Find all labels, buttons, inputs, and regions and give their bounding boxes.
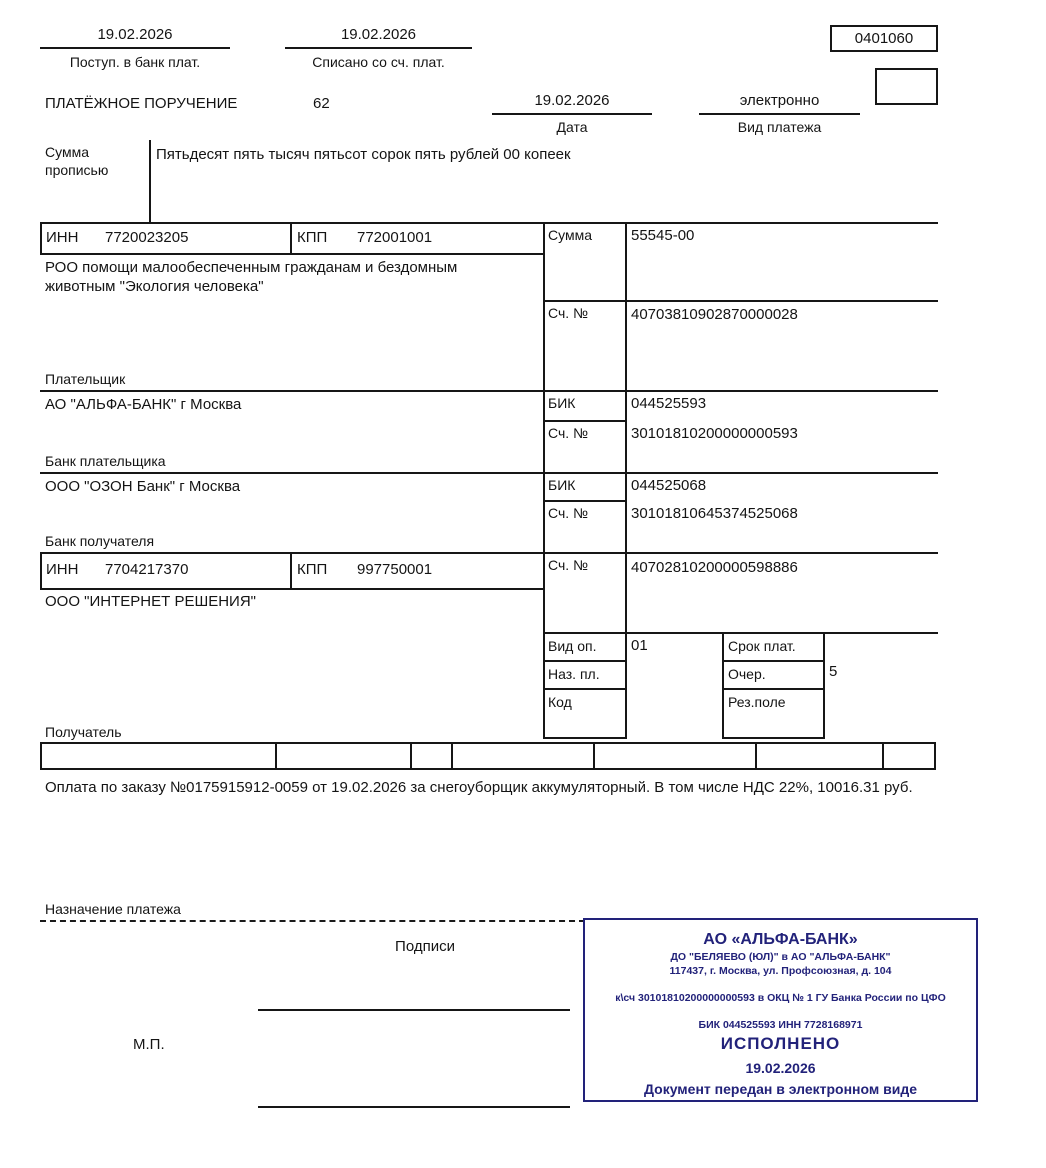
beneficiary-bank-account-label: Сч. № [548,505,589,521]
amount-words: Пятьдесят пять тысяч пятьсот сорок пять рублей 00 копеек [156,146,571,163]
reserve-label: Рез.поле [728,694,786,710]
payer-label: Плательщик [45,371,126,387]
border-line [593,744,595,768]
stamp-bank-name: АО «АЛЬФА-БАНК» [703,931,858,948]
border-line [625,222,627,739]
border-line [492,113,652,115]
payer-bank-bik-label: БИК [548,395,576,411]
date-label: Дата [556,119,588,135]
received-date-label: Поступ. в банк плат. [69,54,201,70]
border-line [40,47,230,49]
beneficiary-bank-label: Банк получателя [45,533,155,549]
marks-row [40,742,936,770]
border-line [722,737,825,739]
op-type-label: Вид оп. [548,638,597,654]
signature-line [258,1009,570,1011]
border-line [451,744,453,768]
stamp-address: 117437, г. Москва, ул. Профсоюзная, д. 104 [669,965,892,977]
beneficiary-kpp-label: КПП [297,561,328,578]
bank-stamp [583,918,978,1102]
border-line-dashed [40,920,585,922]
signature-line [258,1106,570,1108]
debited-date-label: Списано со сч. плат. [312,54,445,70]
border-line [543,222,545,739]
border-line [40,222,938,224]
beneficiary-kpp: 997750001 [357,561,433,578]
payer-bank-bik: 044525593 [631,395,707,412]
payer-kpp: 772001001 [357,229,433,246]
stamp-bik-inn: БИК 044525593 ИНН 7728168971 [698,1019,863,1031]
payer-account: 40703810902870000028 [631,306,798,323]
border-line [40,588,545,590]
stamp-status: ИСПОЛНЕНО [720,1034,841,1053]
purpose-code-label: Наз. пл. [548,666,600,682]
beneficiary-bank-bik: 044525068 [631,477,707,494]
border-line [40,552,938,554]
border-line [823,632,825,739]
beneficiary-account: 40702810200000598886 [631,559,798,576]
document-number: 62 [313,95,330,112]
border-line [543,300,938,302]
payer-name: РОО помощи малообеспеченным гражданам и бездомным животным "Экология человека" [45,259,458,295]
beneficiary-name: ООО "ИНТЕРНЕТ РЕШЕНИЯ" [45,593,256,610]
received-date: 19.02.2026 [97,26,173,43]
signatures-title: Подписи [395,938,455,955]
border-line [699,113,860,115]
border-line [40,222,42,255]
border-line [40,552,42,590]
priority-value: 5 [829,663,838,680]
border-line [290,222,292,255]
stamp-corr-account: к\сч 30101810200000000593 в ОКЦ № 1 ГУ Банка России по ЦФО [615,992,946,1004]
payer-inn-label: ИНН [46,229,79,246]
border-line [40,253,545,255]
debited-date: 19.02.2026 [340,26,417,43]
border-line [543,632,938,634]
form-code: 0401060 [854,30,914,47]
border-line [275,744,277,768]
beneficiary-label: Получатель [45,724,122,740]
document-date: 19.02.2026 [534,92,610,109]
border-line [410,744,412,768]
payer-kpp-label: КПП [297,229,328,246]
border-line [290,552,292,590]
border-line [543,500,627,502]
status-box-empty [875,68,938,105]
code-label: Код [548,694,572,710]
border-line [543,660,627,662]
sum-label: Сумма [548,227,592,243]
border-line [285,47,472,49]
stamp-note: Документ передан в электронном виде [644,1081,917,1097]
border-line [543,737,627,739]
border-line [40,390,938,392]
border-line [882,744,884,768]
border-line [543,420,627,422]
payer-account-label: Сч. № [548,305,589,321]
payer-bank-account: 30101810200000000593 [631,425,798,442]
payment-purpose-text: Оплата по заказу №0175915912-0059 от 19.02.2026 за снегоуборщик аккумуляторный. В том числе НДС 22%, 10016.31 руб. [45,779,913,796]
beneficiary-inn-label: ИНН [46,561,79,578]
border-line [722,660,825,662]
border-line [149,140,151,222]
beneficiary-bank-bik-label: БИК [548,477,576,493]
beneficiary-account-label: Сч. № [548,557,589,573]
beneficiary-inn: 7704217370 [105,561,189,578]
document-title: ПЛАТЁЖНОЕ ПОРУЧЕНИЕ [45,95,238,112]
border-line [755,744,757,768]
border-line [543,688,627,690]
stamp-place-label: М.П. [133,1036,165,1053]
sum-value: 55545-00 [631,227,695,244]
due-date-label: Срок плат. [728,638,796,654]
stamp-branch: ДО "БЕЛЯЕВО (ЮЛ)" в АО "АЛЬФА-БАНК" [670,951,891,963]
border-line [40,472,938,474]
payer-bank-account-label: Сч. № [548,425,589,441]
form-code-box [830,25,938,52]
op-type-value: 01 [631,637,648,654]
payer-inn: 7720023205 [105,229,189,246]
amount-words-label: Сумма прописью [45,144,109,178]
payer-bank-name: АО "АЛЬФА-БАНК" г Москва [45,396,242,413]
payment-purpose-label: Назначение платежа [45,901,181,917]
payment-kind: электронно [739,92,820,109]
beneficiary-bank-account: 30101810645374525068 [631,505,798,522]
border-line [722,688,825,690]
beneficiary-bank-name: ООО "ОЗОН Банк" г Москва [45,478,241,495]
payer-bank-label: Банк плательщика [45,453,166,469]
stamp-date: 19.02.2026 [745,1060,816,1076]
payment-kind-label: Вид платежа [737,119,822,135]
border-line [722,632,724,739]
priority-label: Очер. [728,666,766,682]
